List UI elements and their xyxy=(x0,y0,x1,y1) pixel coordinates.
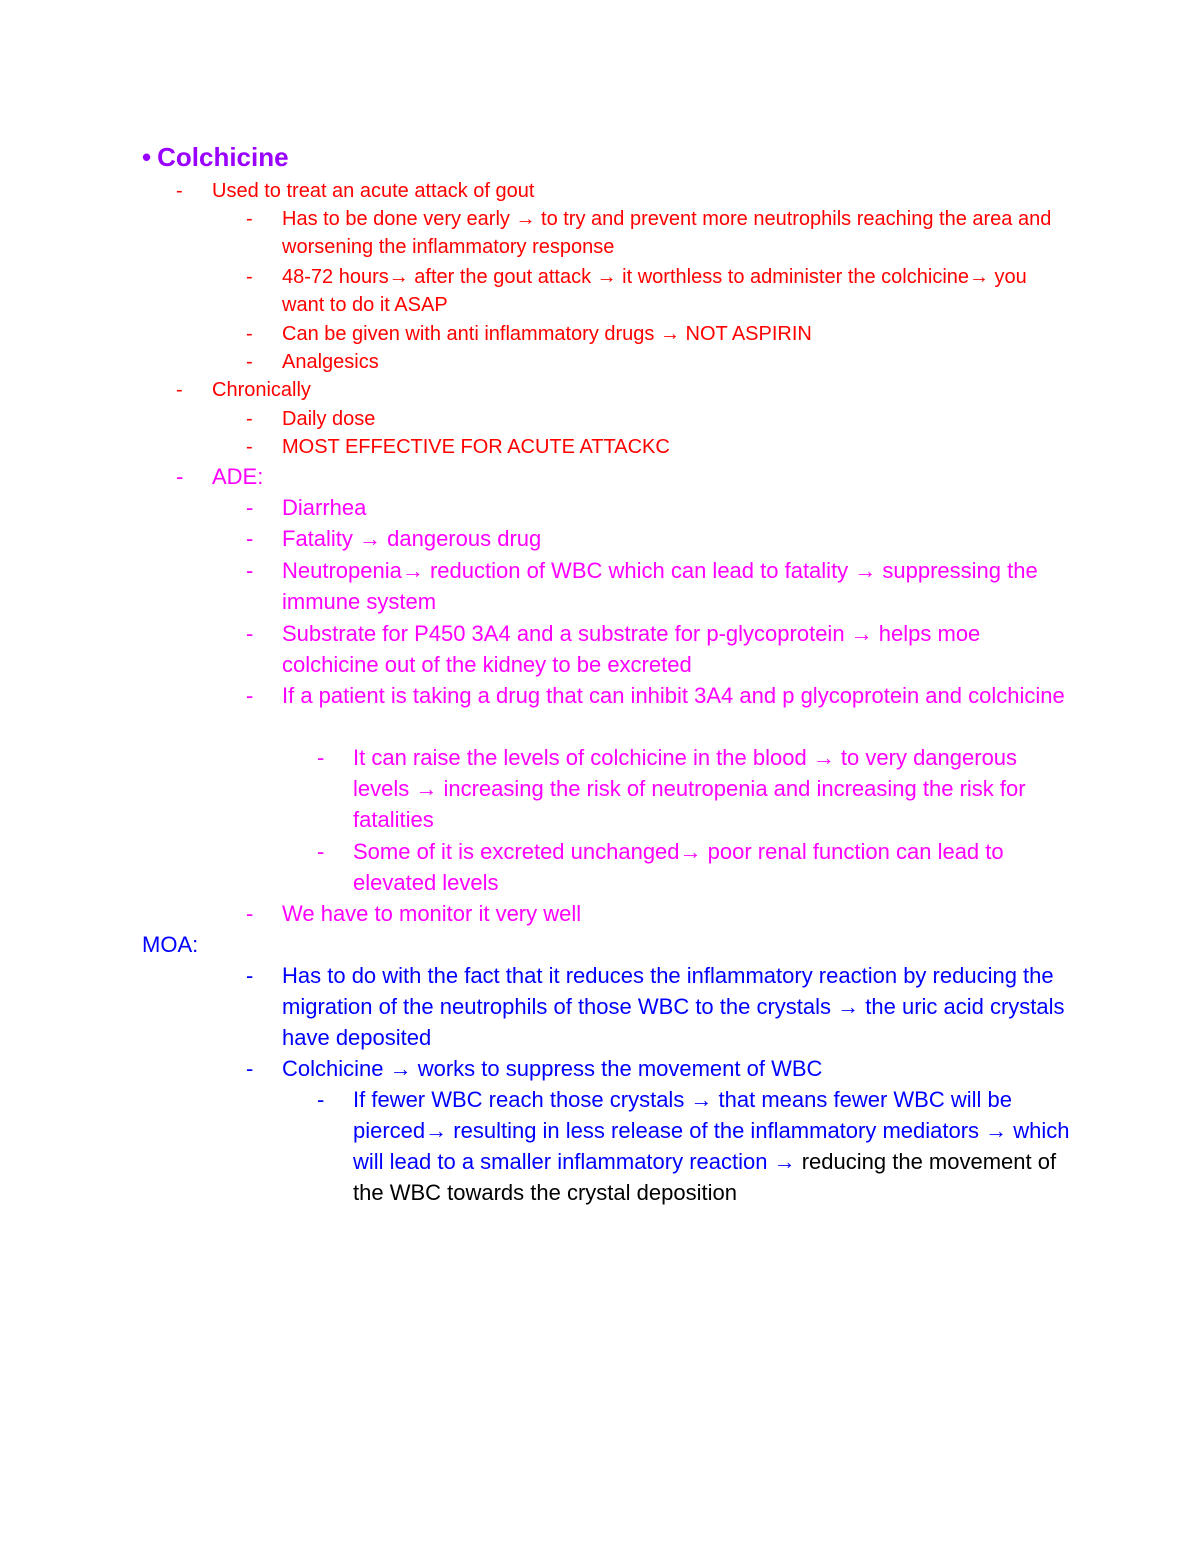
dash-marker: - xyxy=(246,495,254,520)
list-item-acute: - Used to treat an acute attack of gout xyxy=(212,177,1002,205)
dash-marker: - xyxy=(246,323,253,345)
dash-marker: - xyxy=(246,266,253,288)
dash-marker: - xyxy=(246,901,254,926)
moa-sub-point-blue-text: If fewer WBC reach those crystals → that means fewer WBC will be pierced→ resulting in less release of the inflammatory mediators → which will lead to a smaller inflammatory reaction → xyxy=(353,1087,1070,1174)
moa-sub-point-black-text: reducing the movement of the WBC towards the crystal deposition xyxy=(353,1149,1057,1205)
list-item-ade-point: - Substrate for P450 3A4 and a substrate for p-glycoprotein → helps moe colchicine out of the kidney to be excreted xyxy=(282,618,1072,680)
dash-marker: - xyxy=(176,379,183,401)
dash-marker: - xyxy=(246,436,253,458)
list-item-ade-sub-point: - It can raise the levels of colchicine in the blood → to very dangerous levels → increasing the risk of neutropenia and increasing the risk for fatalities xyxy=(353,742,1073,835)
dash-marker: - xyxy=(246,963,254,988)
list-item-ade-point: - Fatality → dangerous drug xyxy=(282,523,1072,554)
list-item-acute-point: - 48-72 hours→ after the gout attack → it worthless to administer the colchicine→ you want to do it ASAP xyxy=(282,263,1072,319)
dash-marker: - xyxy=(317,1087,325,1112)
list-item-moa-sub-point xyxy=(317,1084,1073,1208)
dash-marker: - xyxy=(246,351,253,373)
list-item-ade-sub-point: - Some of it is excreted unchanged→ poor renal function can lead to elevated levels xyxy=(353,836,1073,898)
dash-marker: - xyxy=(246,526,254,551)
list-item-chronic-point: - Daily dose xyxy=(282,405,1072,433)
moa-label: MOA: xyxy=(142,932,199,957)
list-item-moa-point: - Has to do with the fact that it reduces the inflammatory reaction by reducing the migration of the neutrophils of those WBC to the crystals → the uric acid crystals have deposited xyxy=(282,960,1072,1053)
dash-marker: - xyxy=(176,180,183,202)
dash-marker: - xyxy=(246,621,254,646)
list-item-acute-point: - Can be given with anti inflammatory drugs → NOT ASPIRIN xyxy=(282,320,1072,348)
list-item-ade-point: - Diarrhea xyxy=(282,492,1072,523)
list-item-ade-point: - We have to monitor it very well xyxy=(282,898,1072,929)
heading-colchicine xyxy=(142,140,289,174)
list-item-moa-point: - Colchicine → works to suppress the movement of WBC xyxy=(282,1053,1072,1084)
list-item-ade-point: - If a patient is taking a drug that can inhibit 3A4 and p glycoprotein and colchicine xyxy=(282,680,1072,711)
dash-marker: - xyxy=(246,208,253,230)
list-item-chronic: - Chronically xyxy=(212,376,1002,404)
dash-marker: - xyxy=(317,745,325,770)
heading-text: Colchicine xyxy=(157,142,289,172)
dash-marker: - xyxy=(246,1056,254,1081)
bullet-icon: • xyxy=(142,142,152,172)
list-item-chronic-point: - MOST EFFECTIVE FOR ACUTE ATTACKC xyxy=(282,433,1072,461)
dash-marker: - xyxy=(176,464,184,489)
list-item-acute-point: - Analgesics xyxy=(282,348,1072,376)
list-item-ade-label: - ADE: xyxy=(212,461,1002,492)
dash-marker: - xyxy=(317,839,325,864)
dash-marker: - xyxy=(246,558,254,583)
list-item-ade-point: - Neutropenia→ reduction of WBC which can lead to fatality → suppressing the immune system xyxy=(282,555,1072,617)
list-item-acute-point: - Has to be done very early → to try and prevent more neutrophils reaching the area and worsening the inflammatory response xyxy=(282,205,1072,261)
dash-marker: - xyxy=(246,683,254,708)
dash-marker: - xyxy=(246,408,253,430)
